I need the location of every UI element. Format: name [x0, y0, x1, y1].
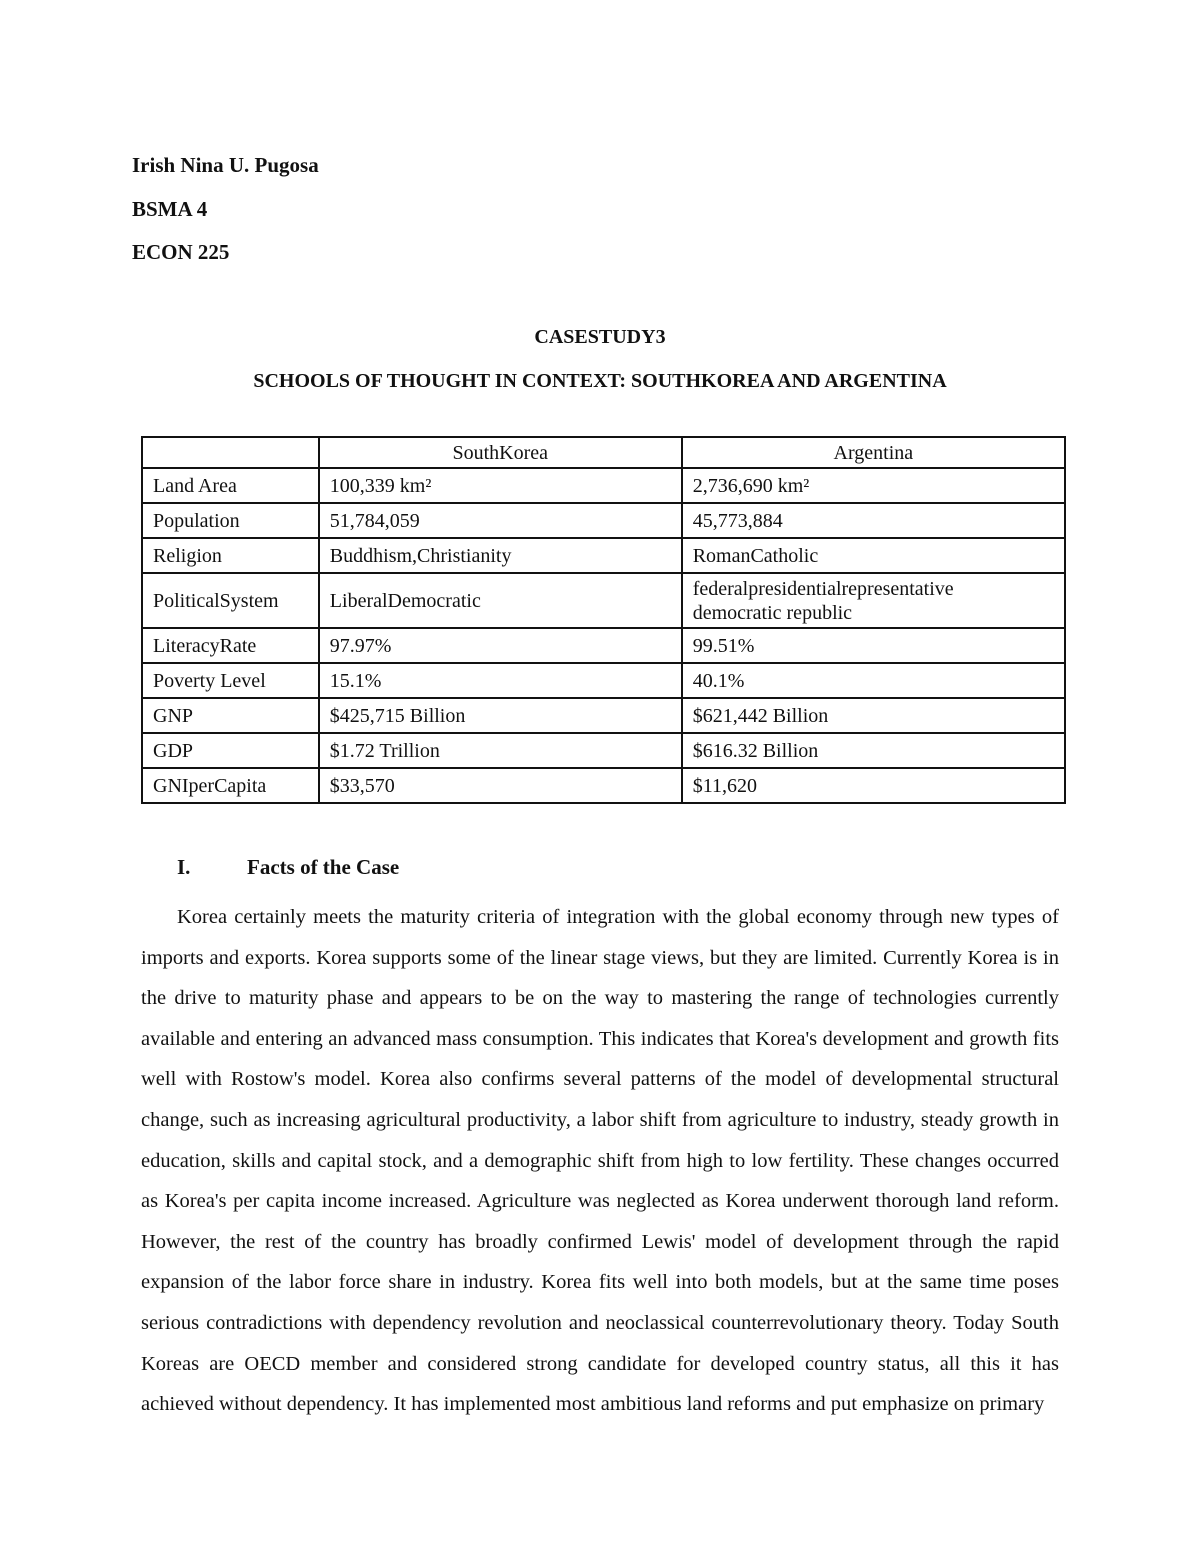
- row-label: PoliticalSystem: [142, 573, 319, 628]
- argentina-cell: 45,773,884: [682, 503, 1065, 538]
- row-label: GNIperCapita: [142, 768, 319, 803]
- korea-cell: $425,715 Billion: [319, 698, 682, 733]
- row-label: GNP: [142, 698, 319, 733]
- table-row: [142, 698, 1065, 733]
- argentina-cell-line: democratic republic: [692, 601, 853, 624]
- korea-cell: 97.97%: [319, 628, 682, 663]
- row-label: LiteracyRate: [142, 628, 319, 663]
- korea-cell: LiberalDemocratic: [319, 573, 682, 628]
- course-label: ECON 225: [132, 240, 230, 264]
- table-row: [142, 733, 1065, 768]
- korea-cell: 51,784,059: [319, 503, 682, 538]
- author-name: Irish Nina U. Pugosa: [132, 153, 319, 177]
- document-subtitle: SCHOOLS OF THOUGHT IN CONTEXT: SOUTHKOREA AND ARGENTINA: [253, 370, 947, 392]
- table-row: [142, 663, 1065, 698]
- argentina-cell: RomanCatholic: [682, 538, 1065, 573]
- row-label: Land Area: [142, 468, 319, 503]
- table-row: [142, 468, 1065, 503]
- argentina-cell: 40.1%: [682, 663, 1065, 698]
- table-header-cell: Argentina: [682, 437, 1065, 468]
- argentina-cell: $616.32 Billion: [682, 733, 1065, 768]
- argentina-cell: [682, 573, 1065, 628]
- korea-cell: 15.1%: [319, 663, 682, 698]
- korea-cell: Buddhism,Christianity: [319, 538, 682, 573]
- section-title: Facts of the Case: [247, 855, 400, 879]
- korea-cell: $1.72 Trillion: [319, 733, 682, 768]
- argentina-cell: $621,442 Billion: [682, 698, 1065, 733]
- table-row: [142, 538, 1065, 573]
- row-label: Religion: [142, 538, 319, 573]
- table-header-cell: SouthKorea: [319, 437, 682, 468]
- table-row: [142, 503, 1065, 538]
- argentina-cell: 2,736,690 km²: [682, 468, 1065, 503]
- table-row: [142, 768, 1065, 803]
- argentina-cell: $11,620: [682, 768, 1065, 803]
- program-label: BSMA 4: [132, 197, 208, 221]
- section-heading: [177, 855, 399, 880]
- comparison-table: [141, 436, 1066, 804]
- table-row: [142, 628, 1065, 663]
- table-row: [142, 573, 1065, 628]
- korea-cell: $33,570: [319, 768, 682, 803]
- body-paragraph: Korea certainly meets the maturity criteria of integration with the global economy through new types of imports and exports. Korea supports some of the linear stage views, but they are limited. Currently Korea is in the drive to maturity phase and appears to be on the way to mastering the range of technologies currently available and entering an advanced mass consumption. This indicates that Korea's development and growth fits well with Rostow's model. Korea also confirms several patterns of the model of developmental structural change, such as increasing agricultural productivity, a labor shift from agriculture to industry, steady growth in education, skills and capital stock, and a demographic shift from high to low fertility. These changes occurred as Korea's per capita income increased. Agriculture was neglected as Korea underwent thorough land reform. However, the rest of the country has broadly confirmed Lewis' model of development through the rapid expansion of the labor force share in industry. Korea fits well into both models, but at the same time poses serious contradictions with dependency revolution and neoclassical counterrevolutionary theory. Today South Koreas are OECD member and considered strong candidate for developed country status, all this it has achieved without dependency. It has implemented most ambitious land reforms and put emphasize on primary: [141, 906, 1059, 1416]
- row-label: GDP: [142, 733, 319, 768]
- table-header-row: [142, 437, 1065, 468]
- table-header-cell: [142, 437, 319, 468]
- argentina-cell-line: federalpresidentialrepresentative: [692, 577, 954, 600]
- argentina-cell: 99.51%: [682, 628, 1065, 663]
- row-label: Poverty Level: [142, 663, 319, 698]
- korea-cell: 100,339 km²: [319, 468, 682, 503]
- row-label: Population: [142, 503, 319, 538]
- section-number: I.: [177, 855, 191, 879]
- document-title: CASESTUDY3: [534, 326, 666, 348]
